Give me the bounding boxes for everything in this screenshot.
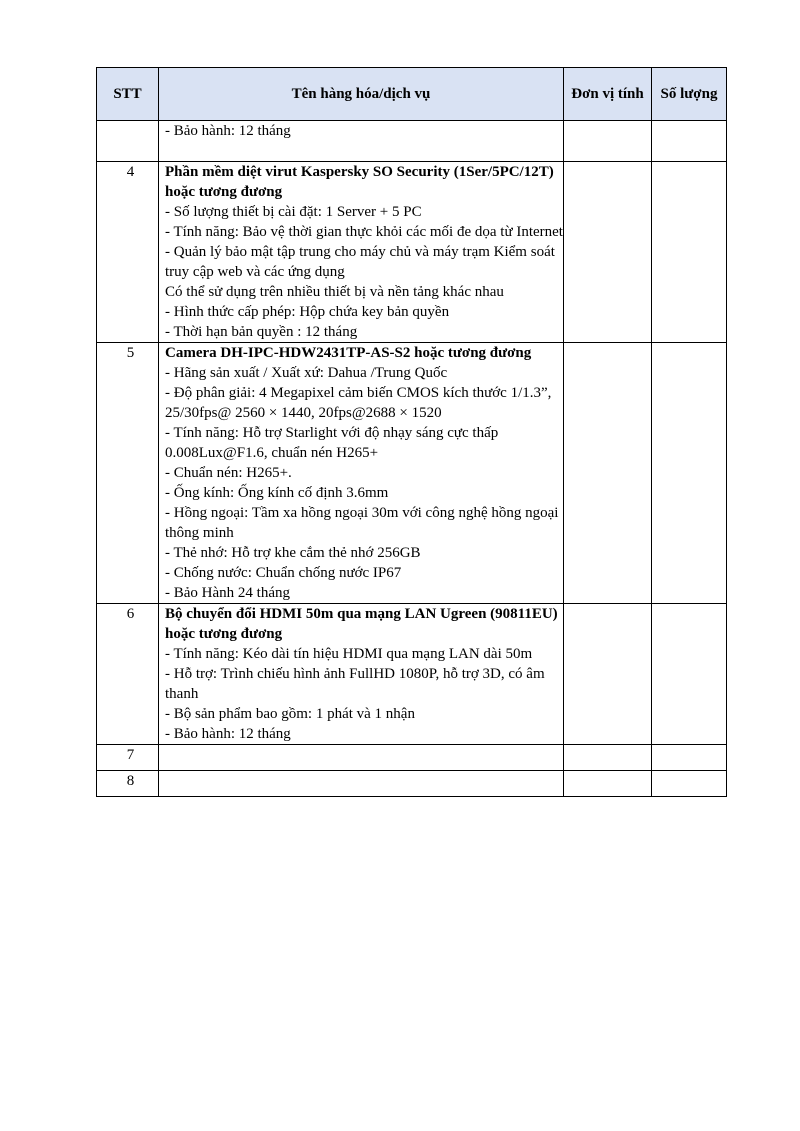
table-row [97,121,727,162]
table-row [97,604,727,745]
row-qty [652,745,727,771]
spec-line: - Số lượng thiết bị cài đặt: 1 Server + 5 PC [165,204,422,220]
spec-line: - Hình thức cấp phép: Hộp chứa key bản quyền [165,304,450,320]
row-stt: 7 [97,745,159,771]
table-row [97,162,727,343]
row-qty [652,771,727,797]
row-name-cell [159,162,564,343]
row-unit [564,745,652,771]
spec-line: - Độ phân giải: 4 Megapixel cảm biến CMOS kích thước 1/1.3”, 25/30fps@ 2560 × 1440, 20fps@2688 × 1520 [165,385,552,421]
row-qty [652,604,727,745]
row-stt: 4 [97,162,159,343]
table-row [97,745,727,771]
row-unit [564,162,652,343]
header-qty: Số lượng [652,68,727,121]
spec-line: - Tính năng: Bảo vệ thời gian thực khỏi các mối đe dọa từ Internet [165,224,563,240]
spec-line: - Tính năng: Hỗ trợ Starlight với độ nhạy sáng cực thấp 0.008Lux@F1.6, chuẩn nén H265+ [165,425,499,461]
header-stt: STT [97,68,159,121]
spec-line: - Thẻ nhớ: Hỗ trợ khe cắm thẻ nhớ 256GB [165,545,421,561]
spec-line: - Ống kính: Ống kính cố định 3.6mm [165,485,389,501]
row-stt: 8 [97,771,159,797]
spec-line: - Bảo hành: 12 tháng [165,726,291,742]
row-stt: 6 [97,604,159,745]
row-unit [564,121,652,162]
row-qty [652,162,727,343]
spec-line: - Bảo Hành 24 tháng [165,585,290,601]
row-name-cell [159,771,564,797]
row-name-cell [159,121,564,162]
item-title: Camera DH-IPC-HDW2431TP-AS-S2 hoặc tương đương [165,345,532,361]
row-qty [652,121,727,162]
spec-line: - Bộ sản phẩm bao gồm: 1 phát và 1 nhận [165,706,415,722]
row-unit [564,771,652,797]
spec-line: - Hồng ngoại: Tầm xa hồng ngoại 30m với công nghệ hồng ngoại thông minh [165,505,559,541]
row-name-cell [159,604,564,745]
header-name: Tên hàng hóa/dịch vụ [159,68,564,121]
spec-line: Có thể sử dụng trên nhiều thiết bị và nền tảng khác nhau [165,284,504,300]
spec-line: - Bảo hành: 12 tháng [165,123,291,139]
spec-line: - Thời hạn bản quyền : 12 tháng [165,324,358,340]
row-unit [564,604,652,745]
row-stt: 5 [97,343,159,604]
spec-line: - Tính năng: Kéo dài tín hiệu HDMI qua mạng LAN dài 50m [165,646,533,662]
table-row [97,771,727,797]
item-title: Bộ chuyển đổi HDMI 50m qua mạng LAN Ugreen (90811EU) hoặc tương đương [165,606,558,642]
spec-line: - Quản lý bảo mật tập trung cho máy chủ và máy trạm Kiểm soát truy cập web và các ứng dụng [165,244,555,280]
item-title: Phần mềm diệt virut Kaspersky SO Security (1Ser/5PC/12T) hoặc tương đương [165,164,554,200]
spec-line: - Chống nước: Chuẩn chống nước IP67 [165,565,402,581]
row-name-cell [159,745,564,771]
table-row [97,343,727,604]
table-header-row [97,68,727,121]
row-qty [652,343,727,604]
spec-line: - Hãng sản xuất / Xuất xứ: Dahua /Trung Quốc [165,365,448,381]
row-stt [97,121,159,162]
row-unit [564,343,652,604]
spec-line: - Hỗ trợ: Trình chiếu hình ảnh FullHD 1080P, hỗ trợ 3D, có âm thanh [165,666,545,702]
header-unit: Đơn vị tính [564,68,652,121]
goods-table [96,67,727,797]
row-name-cell [159,343,564,604]
spec-line: - Chuẩn nén: H265+. [165,465,292,481]
